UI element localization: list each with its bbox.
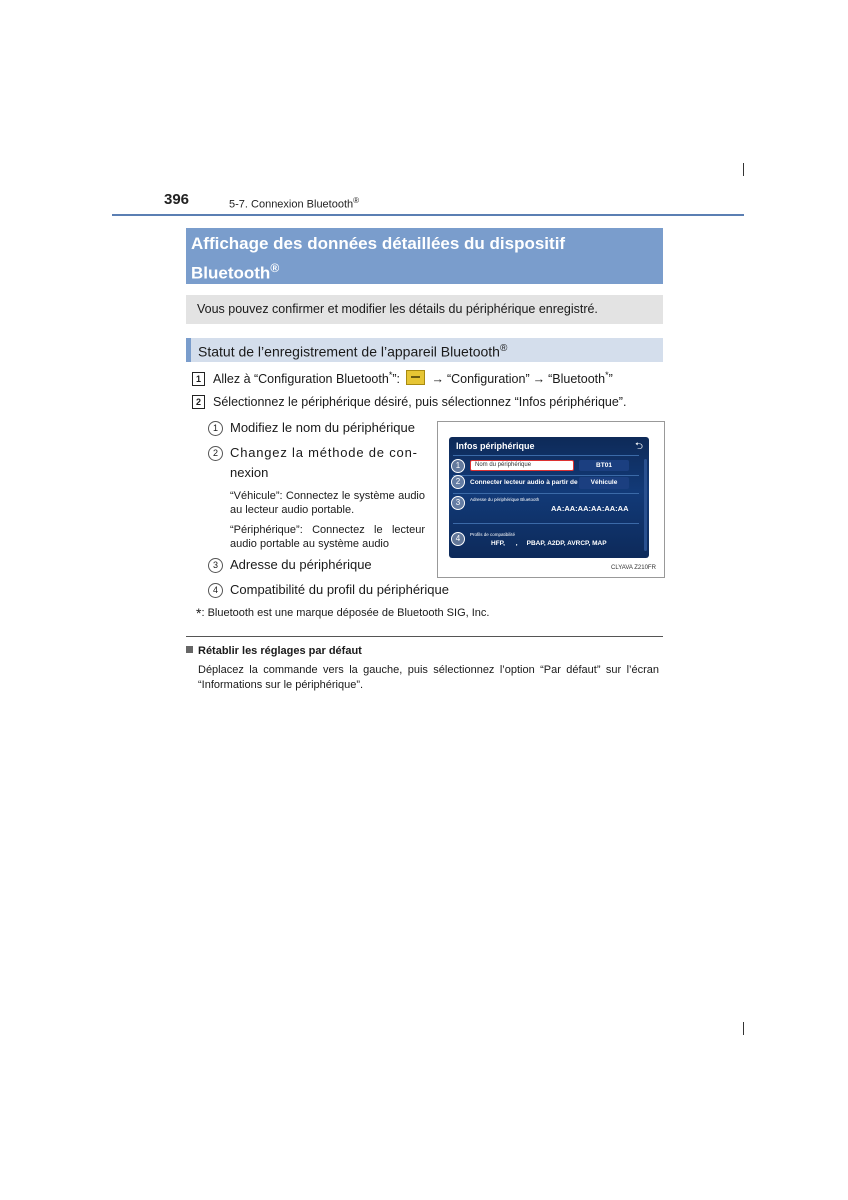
callout-4: 4 bbox=[451, 532, 465, 546]
page-title-line1: Affichage des données détaillées du dispositif bbox=[191, 234, 566, 253]
intro-text: Vous pouvez confirmer et modifier les détails du périphérique enregistré. bbox=[186, 295, 663, 324]
crop-mark-bottom bbox=[743, 1022, 744, 1035]
back-icon[interactable]: ⮌ bbox=[634, 441, 643, 452]
note-text: Déplacez la commande vers la gauche, puis sélectionnez l’option “Par défaut” sur l’écran “Informations sur le périphérique”. bbox=[198, 664, 659, 691]
callout-2: 2 bbox=[451, 475, 465, 489]
item-number: 1 bbox=[208, 421, 223, 436]
item-number: 2 bbox=[208, 446, 223, 461]
callout-3: 3 bbox=[451, 496, 465, 510]
item-number: 4 bbox=[208, 583, 223, 598]
note-heading: Rétablir les réglages par défaut bbox=[186, 645, 362, 657]
square-bullet-icon bbox=[186, 646, 193, 653]
item-3: 3 Adresse du périphérique bbox=[208, 557, 372, 573]
item-1: 1 Modifiez le nom du périphérique bbox=[208, 420, 415, 436]
screen-divider bbox=[453, 455, 639, 456]
connect-label: Connecter lecteur audio à partir de bbox=[470, 479, 578, 486]
footnote: *: Bluetooth est une marque déposée de Bluetooth SIG, Inc. bbox=[196, 605, 490, 621]
device-info-screen bbox=[449, 437, 649, 558]
item-4: 4 Compatibilité du profil du périphérique bbox=[208, 582, 449, 598]
profile-label: Profils de compatibilité bbox=[470, 532, 516, 537]
device-name-value: BT01 bbox=[579, 460, 629, 471]
page-number: 396 bbox=[164, 191, 190, 208]
device-name-field[interactable]: Nom du périphérique bbox=[470, 460, 574, 471]
page-title-line2: Bluetooth® bbox=[191, 261, 280, 283]
step-number: 1 bbox=[192, 372, 205, 386]
subheading: Statut de l’enregistrement de l’appareil Bluetooth® bbox=[186, 338, 663, 362]
screen-divider bbox=[453, 523, 639, 524]
screen-title: Infos périphérique bbox=[456, 441, 535, 451]
figure-code: CLYAVA Z210FR bbox=[611, 565, 656, 571]
step-number: 2 bbox=[192, 395, 205, 409]
page-title bbox=[186, 228, 663, 284]
step-2: 2 Sélectionnez le périphérique désiré, puis sélectionnez “Infos périphérique”. bbox=[192, 395, 626, 409]
item-number: 3 bbox=[208, 558, 223, 573]
screen-scrollbar[interactable] bbox=[644, 459, 647, 551]
menu-icon bbox=[406, 370, 425, 385]
step-1: 1 Allez à “Configuration Bluetooth*”: → “Configuration” → “Bluetooth*” bbox=[192, 370, 613, 386]
header-rule bbox=[112, 214, 744, 216]
item-2-cont: nexion bbox=[230, 465, 269, 480]
profile-value: HFP, , PBAP, A2DP, AVRCP, MAP bbox=[491, 540, 607, 547]
crop-mark-top bbox=[743, 163, 744, 176]
callout-1: 1 bbox=[451, 459, 465, 473]
screen-divider bbox=[453, 475, 639, 476]
connect-value[interactable]: Véhicule bbox=[579, 477, 629, 489]
address-label: Adresse du périphérique Bluetooth bbox=[470, 497, 540, 502]
screen-divider bbox=[453, 493, 639, 494]
item-2: 2 Changez la méthode de con- bbox=[208, 445, 424, 461]
detail-device: “Périphérique”: Connectez le lecteur audio portable au système audio bbox=[230, 524, 425, 550]
section-title: 5-7. Connexion Bluetooth® bbox=[229, 196, 360, 211]
detail-vehicle: “Véhicule”: Connectez le système audio au lecteur audio portable. bbox=[230, 490, 425, 516]
separator-rule bbox=[186, 636, 663, 637]
address-value: AA:AA:AA:AA:AA:AA bbox=[551, 504, 629, 513]
